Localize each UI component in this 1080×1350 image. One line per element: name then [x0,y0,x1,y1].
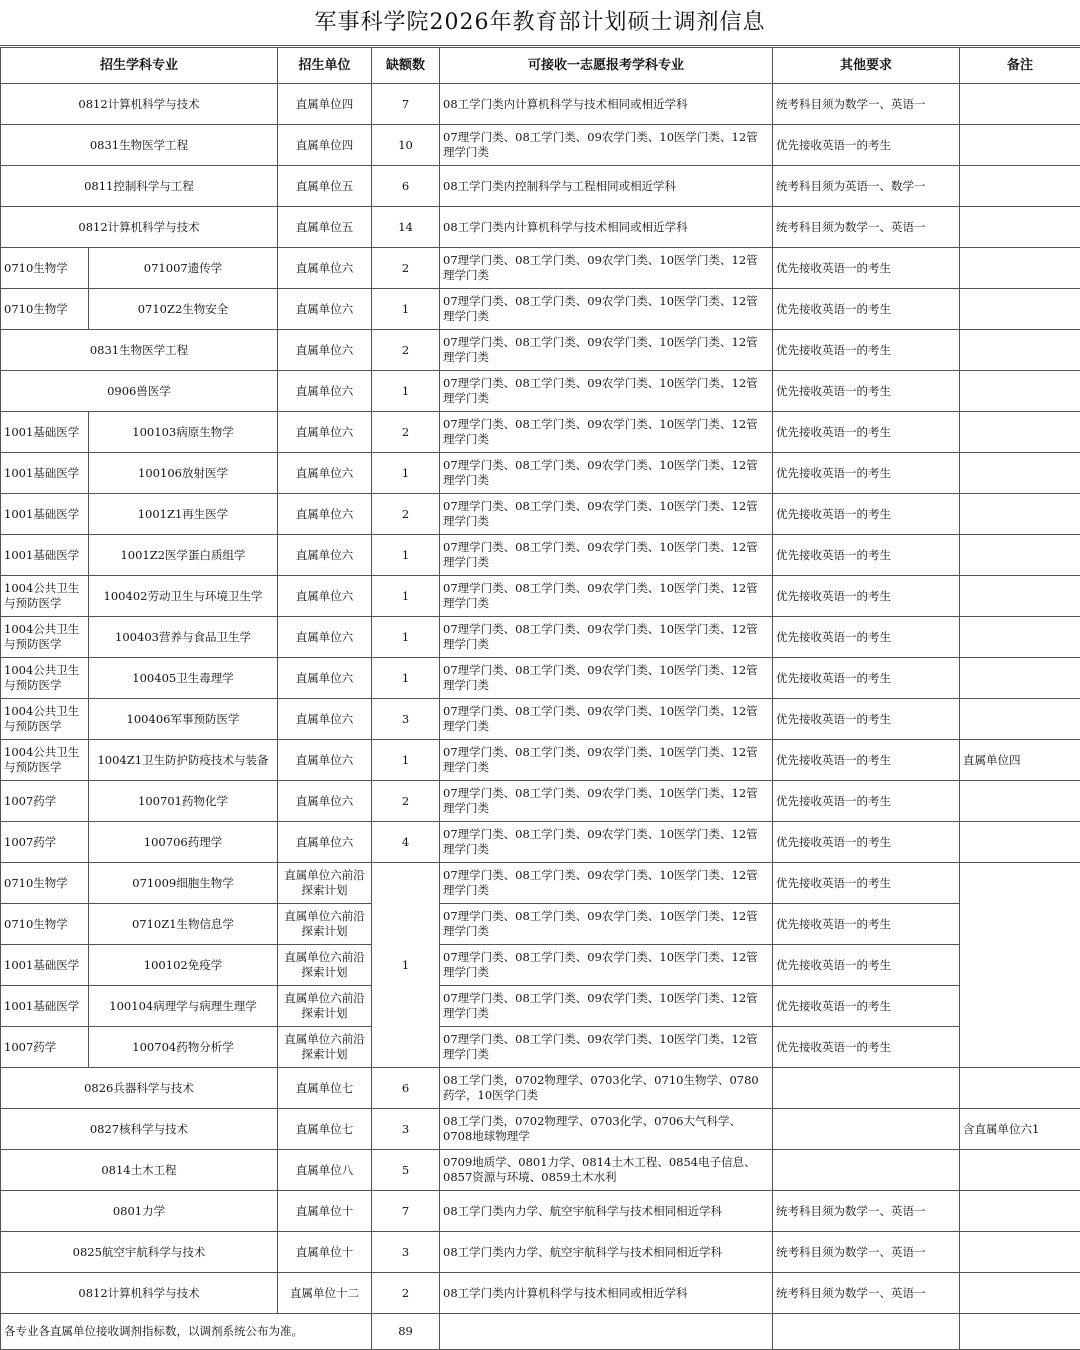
table-row [1,1068,1080,1109]
count-cell: 1 [372,658,440,699]
count-cell: 1 [372,453,440,494]
table-row [1,781,1080,822]
note-cell [960,1273,1080,1314]
note-cell: 直属单位四 [960,740,1080,781]
unit-cell: 直属单位十二 [278,1273,372,1314]
table-row [1,904,1080,945]
accept-cell: 07理学门类、08工学门类、09农学门类、10医学门类、12管理学门类 [440,904,773,945]
sub-major-cell: 100104病理学与病理生理学 [89,986,278,1027]
note-cell [960,863,1080,1068]
discipline-cell: 1001基础医学 [1,453,89,494]
unit-cell: 直属单位六前沿探索计划 [278,986,372,1027]
accept-cell: 08工学门类内计算机科学与技术相同或相近学科 [440,207,773,248]
adjustment-table [0,47,1080,1350]
sub-major-cell: 0710Z1生物信息学 [89,904,278,945]
empty-cell [440,1314,773,1350]
unit-cell: 直属单位四 [278,125,372,166]
accept-cell: 07理学门类、08工学门类、09农学门类、10医学门类、12管理学门类 [440,986,773,1027]
discipline-cell: 1007药学 [1,822,89,863]
accept-cell: 08工学门类内力学、航空宇航科学与技术相同相近学科 [440,1232,773,1273]
count-cell: 2 [372,494,440,535]
table-row [1,1150,1080,1191]
table-row [1,699,1080,740]
sub-major-cell: 100406军事预防医学 [89,699,278,740]
accept-cell: 07理学门类、08工学门类、09农学门类、10医学门类、12管理学门类 [440,494,773,535]
discipline-cell: 1001基础医学 [1,535,89,576]
table-row [1,945,1080,986]
requirement-cell [773,1150,960,1191]
requirement-cell: 优先接收英语一的考生 [773,289,960,330]
accept-cell: 07理学门类、08工学门类、09农学门类、10医学门类、12管理学门类 [440,1027,773,1068]
requirement-cell: 优先接收英语一的考生 [773,535,960,576]
table-row [1,289,1080,330]
empty-cell [773,1314,960,1350]
table-row [1,330,1080,371]
note-cell [960,125,1080,166]
count-cell: 1 [372,371,440,412]
count-cell: 2 [372,412,440,453]
major-cell: 0906兽医学 [1,371,278,412]
accept-cell: 0709地质学、0801力学、0814土木工程、0854电子信息、0857资源与环境、0859土木水利 [440,1150,773,1191]
accept-cell: 07理学门类、08工学门类、09农学门类、10医学门类、12管理学门类 [440,248,773,289]
count-cell: 1 [372,740,440,781]
unit-cell: 直属单位六 [278,576,372,617]
note-cell [960,617,1080,658]
requirement-cell: 统考科目须为英语一、数学一 [773,166,960,207]
empty-cell [960,1314,1080,1350]
count-cell: 2 [372,248,440,289]
requirement-cell: 优先接收英语一的考生 [773,248,960,289]
major-cell: 0811控制科学与工程 [1,166,278,207]
discipline-cell: 1004公共卫生与预防医学 [1,576,89,617]
accept-cell: 07理学门类、08工学门类、09农学门类、10医学门类、12管理学门类 [440,535,773,576]
accept-cell: 08工学门类内计算机科学与技术相同或相近学科 [440,84,773,125]
major-cell: 0827核科学与技术 [1,1109,278,1150]
footer-note: 各专业各直属单位接收调剂指标数，以调剂系统公布为准。 [1,1314,372,1350]
sub-major-cell: 1001Z2医学蛋白质组学 [89,535,278,576]
requirement-cell: 优先接收英语一的考生 [773,125,960,166]
sub-major-cell: 100102免疫学 [89,945,278,986]
table-row [1,371,1080,412]
unit-cell: 直属单位六 [278,330,372,371]
requirement-cell: 优先接收英语一的考生 [773,863,960,904]
unit-cell: 直属单位六前沿探索计划 [278,1027,372,1068]
count-cell: 1 [372,576,440,617]
accept-cell: 07理学门类、08工学门类、09农学门类、10医学门类、12管理学门类 [440,740,773,781]
sub-major-cell: 0710Z2生物安全 [89,289,278,330]
header-major: 招生学科专业 [1,48,278,84]
unit-cell: 直属单位六 [278,371,372,412]
sub-major-cell: 071009细胞生物学 [89,863,278,904]
note-cell [960,412,1080,453]
table-row [1,535,1080,576]
discipline-cell: 0710生物学 [1,248,89,289]
accept-cell: 08工学门类，0702物理学、0703化学、0710生物学、0780药学，10医学门类 [440,1068,773,1109]
sub-major-cell: 1004Z1卫生防护防疫技术与装备 [89,740,278,781]
unit-cell: 直属单位六 [278,699,372,740]
table-row [1,617,1080,658]
requirement-cell: 优先接收英语一的考生 [773,781,960,822]
requirement-cell: 统考科目须为数学一、英语一 [773,1273,960,1314]
count-cell: 7 [372,84,440,125]
accept-cell: 07理学门类、08工学门类、09农学门类、10医学门类、12管理学门类 [440,289,773,330]
requirement-cell: 统考科目须为数学一、英语一 [773,1191,960,1232]
requirement-cell: 优先接收英语一的考生 [773,658,960,699]
unit-cell: 直属单位八 [278,1150,372,1191]
accept-cell: 07理学门类、08工学门类、09农学门类、10医学门类、12管理学门类 [440,658,773,699]
count-cell: 3 [372,1232,440,1273]
table-row [1,1109,1080,1150]
requirement-cell: 统考科目须为数学一、英语一 [773,1232,960,1273]
accept-cell: 07理学门类、08工学门类、09农学门类、10医学门类、12管理学门类 [440,412,773,453]
header-count: 缺额数 [372,48,440,84]
unit-cell: 直属单位六前沿探索计划 [278,904,372,945]
header-notes: 备注 [960,48,1080,84]
note-cell [960,535,1080,576]
table-row [1,740,1080,781]
unit-cell: 直属单位六 [278,658,372,699]
count-cell: 1 [372,535,440,576]
unit-cell: 直属单位四 [278,84,372,125]
note-cell [960,658,1080,699]
count-cell: 1 [372,289,440,330]
table-row [1,125,1080,166]
unit-cell: 直属单位六 [278,412,372,453]
discipline-cell: 1007药学 [1,1027,89,1068]
unit-cell: 直属单位六 [278,822,372,863]
table-row [1,494,1080,535]
accept-cell: 07理学门类、08工学门类、09农学门类、10医学门类、12管理学门类 [440,330,773,371]
unit-cell: 直属单位七 [278,1068,372,1109]
unit-cell: 直属单位六 [278,289,372,330]
requirement-cell: 优先接收英语一的考生 [773,371,960,412]
header-unit: 招生单位 [278,48,372,84]
sub-major-cell: 100403营养与食品卫生学 [89,617,278,658]
note-cell [960,781,1080,822]
note-cell [960,1191,1080,1232]
unit-cell: 直属单位六前沿探索计划 [278,863,372,904]
accept-cell: 07理学门类、08工学门类、09农学门类、10医学门类、12管理学门类 [440,945,773,986]
requirement-cell: 优先接收英语一的考生 [773,822,960,863]
accept-cell: 08工学门类内控制科学与工程相同或相近学科 [440,166,773,207]
requirement-cell: 优先接收英语一的考生 [773,453,960,494]
major-cell: 0812计算机科学与技术 [1,1273,278,1314]
major-cell: 0831生物医学工程 [1,125,278,166]
unit-cell: 直属单位六 [278,453,372,494]
accept-cell: 07理学门类、08工学门类、09农学门类、10医学门类、12管理学门类 [440,822,773,863]
table-row [1,1191,1080,1232]
unit-cell: 直属单位十 [278,1232,372,1273]
unit-cell: 直属单位七 [278,1109,372,1150]
table-row [1,84,1080,125]
discipline-cell: 1004公共卫生与预防医学 [1,699,89,740]
discipline-cell: 1004公共卫生与预防医学 [1,617,89,658]
table-row [1,863,1080,904]
requirement-cell: 优先接收英语一的考生 [773,1027,960,1068]
table-row [1,1273,1080,1314]
count-cell: 7 [372,1191,440,1232]
requirement-cell: 优先接收英语一的考生 [773,617,960,658]
note-cell [960,494,1080,535]
header-accept: 可接收一志愿报考学科专业 [440,48,773,84]
accept-cell: 07理学门类、08工学门类、09农学门类、10医学门类、12管理学门类 [440,617,773,658]
table-row [1,207,1080,248]
requirement-cell [773,1068,960,1109]
note-cell [960,289,1080,330]
discipline-cell: 1001基础医学 [1,412,89,453]
requirement-cell: 优先接收英语一的考生 [773,986,960,1027]
sub-major-cell: 071007遗传学 [89,248,278,289]
note-cell [960,1150,1080,1191]
requirement-cell: 优先接收英语一的考生 [773,904,960,945]
major-cell: 0826兵器科学与技术 [1,1068,278,1109]
footer-row [1,1314,1080,1350]
accept-cell: 07理学门类、08工学门类、09农学门类、10医学门类、12管理学门类 [440,863,773,904]
accept-cell: 07理学门类、08工学门类、09农学门类、10医学门类、12管理学门类 [440,125,773,166]
note-cell: 含直属单位六1 [960,1109,1080,1150]
discipline-cell: 1004公共卫生与预防医学 [1,658,89,699]
sub-major-cell: 100103病原生物学 [89,412,278,453]
count-cell: 2 [372,1273,440,1314]
table-row [1,453,1080,494]
major-cell: 0814土木工程 [1,1150,278,1191]
note-cell [960,699,1080,740]
count-cell: 6 [372,1068,440,1109]
discipline-cell: 0710生物学 [1,904,89,945]
table-row [1,248,1080,289]
requirement-cell: 统考科目须为数学一、英语一 [773,84,960,125]
header-requirements: 其他要求 [773,48,960,84]
note-cell [960,166,1080,207]
table-row [1,576,1080,617]
sub-major-cell: 100405卫生毒理学 [89,658,278,699]
accept-cell: 08工学门类内计算机科学与技术相同或相近学科 [440,1273,773,1314]
discipline-cell: 1001基础医学 [1,986,89,1027]
major-cell: 0825航空宇航科学与技术 [1,1232,278,1273]
discipline-cell: 1007药学 [1,781,89,822]
requirement-cell: 优先接收英语一的考生 [773,576,960,617]
note-cell [960,1232,1080,1273]
discipline-cell: 0710生物学 [1,289,89,330]
sub-major-cell: 100704药物分析学 [89,1027,278,1068]
note-cell [960,576,1080,617]
discipline-cell: 0710生物学 [1,863,89,904]
accept-cell: 07理学门类、08工学门类、09农学门类、10医学门类、12管理学门类 [440,576,773,617]
note-cell [960,1068,1080,1109]
unit-cell: 直属单位六 [278,535,372,576]
table-row [1,166,1080,207]
table-row [1,1232,1080,1273]
requirement-cell [773,1109,960,1150]
note-cell [960,453,1080,494]
count-cell: 14 [372,207,440,248]
count-cell: 2 [372,330,440,371]
note-cell [960,84,1080,125]
table-row [1,1027,1080,1068]
count-cell: 6 [372,166,440,207]
accept-cell: 07理学门类、08工学门类、09农学门类、10医学门类、12管理学门类 [440,453,773,494]
note-cell [960,207,1080,248]
sub-major-cell: 100701药物化学 [89,781,278,822]
discipline-cell: 1001基础医学 [1,494,89,535]
unit-cell: 直属单位六 [278,781,372,822]
table-row [1,412,1080,453]
accept-cell: 07理学门类、08工学门类、09农学门类、10医学门类、12管理学门类 [440,699,773,740]
table-row [1,986,1080,1027]
count-cell: 3 [372,699,440,740]
major-cell: 0801力学 [1,1191,278,1232]
header-row [1,48,1080,84]
requirement-cell: 优先接收英语一的考生 [773,699,960,740]
note-cell [960,822,1080,863]
unit-cell: 直属单位六 [278,617,372,658]
unit-cell: 直属单位十 [278,1191,372,1232]
sub-major-cell: 100106放射医学 [89,453,278,494]
page-title: 军事科学院2026年教育部计划硕士调剂信息 [0,0,1080,46]
discipline-cell: 1004公共卫生与预防医学 [1,740,89,781]
count-cell: 2 [372,781,440,822]
unit-cell: 直属单位六 [278,248,372,289]
major-cell: 0812计算机科学与技术 [1,207,278,248]
count-cell: 4 [372,822,440,863]
requirement-cell: 优先接收英语一的考生 [773,494,960,535]
count-cell: 10 [372,125,440,166]
discipline-cell: 1001基础医学 [1,945,89,986]
note-cell [960,330,1080,371]
accept-cell: 08工学门类内力学、航空宇航科学与技术相同相近学科 [440,1191,773,1232]
total-count: 89 [372,1314,440,1350]
count-cell: 1 [372,617,440,658]
requirement-cell: 优先接收英语一的考生 [773,412,960,453]
major-cell: 0812计算机科学与技术 [1,84,278,125]
unit-cell: 直属单位六 [278,740,372,781]
note-cell [960,248,1080,289]
count-cell: 1 [372,863,440,1068]
count-cell: 5 [372,1150,440,1191]
table-row [1,822,1080,863]
sub-major-cell: 100706药理学 [89,822,278,863]
requirement-cell: 优先接收英语一的考生 [773,740,960,781]
accept-cell: 07理学门类、08工学门类、09农学门类、10医学门类、12管理学门类 [440,371,773,412]
table-body [1,84,1080,1350]
count-cell: 3 [372,1109,440,1150]
requirement-cell: 统考科目须为数学一、英语一 [773,207,960,248]
accept-cell: 08工学门类，0702物理学、0703化学、0706大气科学、0708地球物理学 [440,1109,773,1150]
unit-cell: 直属单位六 [278,494,372,535]
accept-cell: 07理学门类、08工学门类、09农学门类、10医学门类、12管理学门类 [440,781,773,822]
note-cell [960,371,1080,412]
unit-cell: 直属单位六前沿探索计划 [278,945,372,986]
requirement-cell: 优先接收英语一的考生 [773,945,960,986]
sub-major-cell: 1001Z1再生医学 [89,494,278,535]
requirement-cell: 优先接收英语一的考生 [773,330,960,371]
unit-cell: 直属单位五 [278,207,372,248]
unit-cell: 直属单位五 [278,166,372,207]
major-cell: 0831生物医学工程 [1,330,278,371]
table-row [1,658,1080,699]
sub-major-cell: 100402劳动卫生与环境卫生学 [89,576,278,617]
